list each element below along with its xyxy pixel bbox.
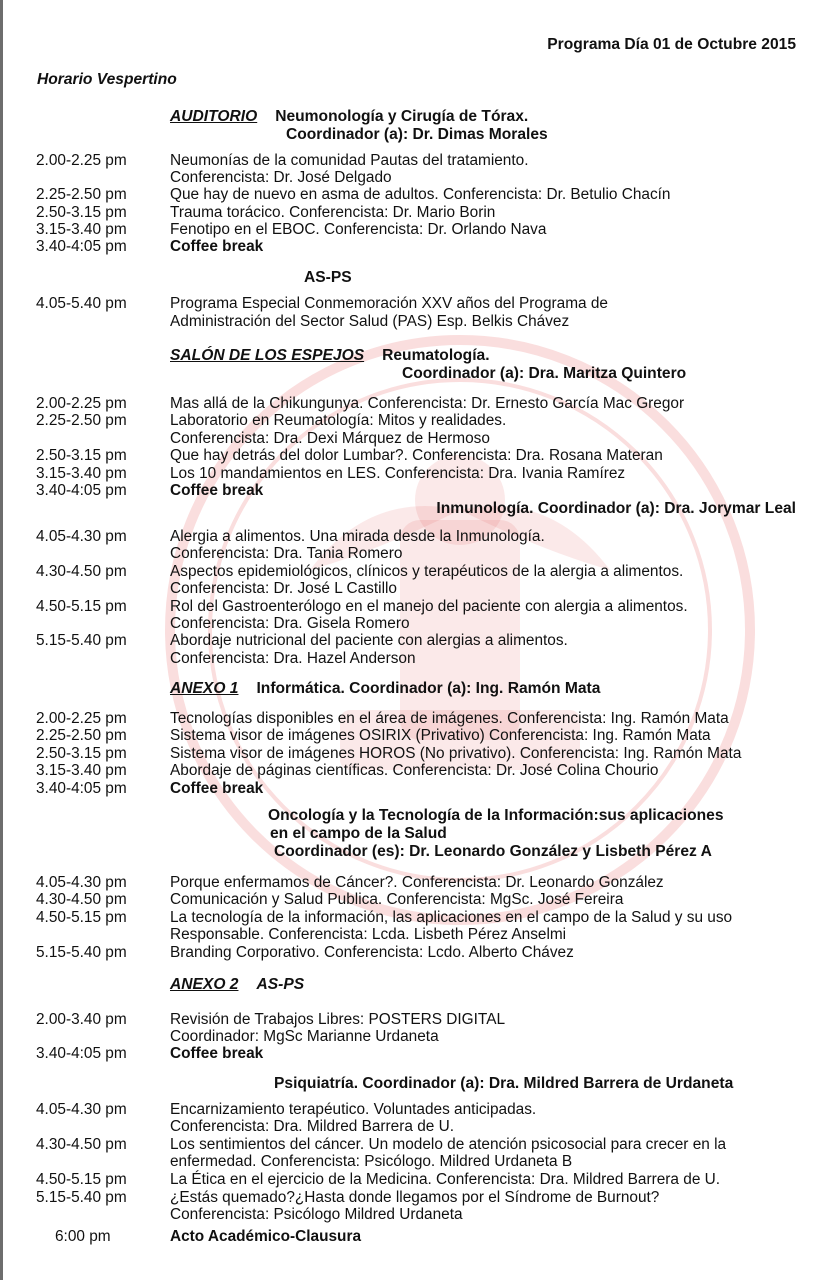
row-desc: enfermedad. Conferencista: Psicólogo. Mildred Urdaneta B: [170, 1153, 573, 1170]
row-desc: Los sentimientos del cáncer. Un modelo de atención psicosocial para crecer en la: [170, 1136, 727, 1153]
row-time: 2.00-3.40 pm: [36, 1011, 127, 1028]
row-desc: Responsable. Conferencista: Lcda. Lisbeth Pérez Anselmi: [170, 926, 567, 943]
row-time: 4.30-4.50 pm: [36, 1136, 127, 1153]
row-time: 4.50-5.15 pm: [36, 909, 127, 926]
session-coordinator: Coordinador (a): Dra. Maritza Quintero: [402, 365, 687, 382]
row-desc: Trauma torácico. Conferencista: Dr. Mario Borin: [170, 204, 496, 221]
row-time: 3.15-3.40 pm: [36, 465, 127, 482]
row-time: 2.50-3.15 pm: [36, 204, 127, 221]
espejos-header: [170, 347, 490, 365]
session-coordinator: Coordinador (a): Dr. Dimas Morales: [286, 126, 548, 143]
row-desc: Comunicación y Salud Publica. Conferencista: MgSc. José Fereira: [170, 891, 624, 908]
oncologia-heading: en el campo de la Salud: [270, 825, 447, 842]
asps-heading: AS-PS: [304, 269, 352, 286]
coffee-break: Coffee break: [170, 482, 264, 499]
auditorio-header: [170, 108, 528, 126]
row-desc: Conferencista: Dra. Dexi Márquez de Hermoso: [170, 430, 490, 447]
row-time: 3.15-3.40 pm: [36, 221, 127, 238]
row-time: 2.25-2.50 pm: [36, 186, 127, 203]
row-desc: Administración del Sector Salud (PAS) Esp. Belkis Chávez: [170, 313, 570, 330]
coffee-break: Coffee break: [170, 238, 264, 255]
row-desc: Conferencista: Dra. Hazel Anderson: [170, 650, 416, 667]
coffee-break: Coffee break: [170, 1045, 264, 1062]
page-title: Programa Día 01 de Octubre 2015: [547, 36, 796, 53]
row-desc: Conferencista: Dr. José L Castillo: [170, 580, 397, 597]
venue-anexo-2: ANEXO 2: [170, 976, 239, 993]
venue-espejos: SALÓN DE LOS ESPEJOS: [170, 347, 365, 364]
session-topic: Informática. Coordinador (a): Ing. Ramón Mata: [256, 680, 601, 697]
row-desc: ¿Estás quemado?¿Hasta donde llegamos por el Síndrome de Burnout?: [170, 1189, 660, 1206]
row-time: 2.00-2.25 pm: [36, 710, 127, 727]
row-time: 4.05-4.30 pm: [36, 1101, 127, 1118]
row-desc: Alergia a alimentos. Una mirada desde la Inmunología.: [170, 528, 545, 545]
row-desc: Encarnizamiento terapéutico. Voluntades anticipadas.: [170, 1101, 537, 1118]
row-time: 4.05-4.30 pm: [36, 874, 127, 891]
row-desc: Mas allá de la Chikungunya. Conferencista: Dr. Ernesto García Mac Gregor: [170, 395, 685, 412]
row-desc: Sistema visor de imágenes OSIRIX (Privativo) Conferencista: Ing. Ramón Mata: [170, 727, 711, 744]
oncologia-heading: Oncología y la Tecnología de la Información:sus aplicaciones: [268, 807, 724, 824]
row-time: 2.25-2.50 pm: [36, 412, 127, 429]
row-desc: Conferencista: Dr. José Delgado: [170, 169, 392, 186]
row-desc: Coordinador: MgSc Marianne Urdaneta: [170, 1028, 439, 1045]
session-coordinator: Coordinador (es): Dr. Leonardo González y Lisbeth Pérez A: [274, 843, 712, 860]
row-desc: Conferencista: Psicólogo Mildred Urdaneta: [170, 1206, 463, 1223]
session-topic: Neumonología y Cirugía de Tórax.: [275, 108, 529, 125]
schedule-subtitle: Horario Vespertino: [37, 71, 177, 88]
row-time: 2.00-2.25 pm: [36, 395, 127, 412]
row-time: 2.25-2.50 pm: [36, 727, 127, 744]
row-desc: Conferencista: Dra. Gisela Romero: [170, 615, 410, 632]
row-time: 4.05-5.40 pm: [36, 295, 127, 312]
row-desc: Porque enfermamos de Cáncer?. Conferencista: Dr. Leonardo González: [170, 874, 664, 891]
row-time: 3.40-4:05 pm: [36, 238, 127, 255]
row-time: 5.15-5.40 pm: [36, 632, 127, 649]
row-desc: Abordaje de páginas científicas. Conferencista: Dr. José Colina Chourio: [170, 762, 659, 779]
venue-anexo-1: ANEXO 1: [170, 680, 239, 697]
coffee-break: Coffee break: [170, 780, 264, 797]
inmunologia-heading: Inmunología. Coordinador (a): Dra. Jorymar Leal: [436, 500, 796, 517]
row-time: 5.15-5.40 pm: [36, 1189, 127, 1206]
row-desc: Neumonías de la comunidad Pautas del tratamiento.: [170, 152, 529, 169]
anexo1-header: [170, 680, 600, 698]
row-desc: Los 10 mandamientos en LES. Conferencista: Dra. Ivania Ramírez: [170, 465, 626, 482]
row-desc: Branding Corporativo. Conferencista: Lcdo. Alberto Chávez: [170, 944, 574, 961]
row-time: 3.40-4:05 pm: [36, 482, 127, 499]
row-time: 3.40-4:05 pm: [36, 780, 127, 797]
row-time: 4.50-5.15 pm: [36, 598, 127, 615]
row-desc: Rol del Gastroenterólogo en el manejo del paciente con alergia a alimentos.: [170, 598, 688, 615]
row-desc: Que hay de nuevo en asma de adultos. Conferencista: Dr. Betulio Chacín: [170, 186, 671, 203]
session-topic: AS-PS: [256, 976, 305, 993]
row-time: 2.00-2.25 pm: [36, 152, 127, 169]
row-desc: Sistema visor de imágenes HOROS (No privativo). Conferencista: Ing. Ramón Mata: [170, 745, 742, 762]
row-time: 4.30-4.50 pm: [36, 891, 127, 908]
row-desc: La tecnología de la información, las aplicaciones en el campo de la Salud y su uso: [170, 909, 733, 926]
row-time: 3.40-4:05 pm: [36, 1045, 127, 1062]
row-desc: Conferencista: Dra. Mildred Barrera de U.: [170, 1118, 454, 1135]
row-time: 3.15-3.40 pm: [36, 762, 127, 779]
row-desc: La Ética en el ejercicio de la Medicina. Conferencista: Dra. Mildred Barrera de U.: [170, 1171, 721, 1188]
session-topic: Reumatología.: [382, 347, 490, 364]
venue-auditorio: AUDITORIO: [170, 108, 258, 125]
closing-time: 6:00 pm: [55, 1228, 111, 1245]
row-desc: Que hay detrás del dolor Lumbar?. Conferencista: Dra. Rosana Materan: [170, 447, 663, 464]
row-time: 4.05-4.30 pm: [36, 528, 127, 545]
row-desc: Tecnologías disponibles en el área de imágenes. Conferencista: Ing. Ramón Mata: [170, 710, 729, 727]
row-desc: Fenotipo en el EBOC. Conferencista: Dr. Orlando Nava: [170, 221, 547, 238]
anexo2-header: [170, 976, 304, 994]
row-time: 4.30-4.50 pm: [36, 563, 127, 580]
row-desc: Revisión de Trabajos Libres: POSTERS DIGITAL: [170, 1011, 506, 1028]
row-desc: Aspectos epidemiológicos, clínicos y terapéuticos de la alergia a alimentos.: [170, 563, 684, 580]
row-desc: Abordaje nutricional del paciente con alergias a alimentos.: [170, 632, 568, 649]
row-desc: Programa Especial Conmemoración XXV años del Programa de: [170, 295, 608, 312]
row-time: 2.50-3.15 pm: [36, 745, 127, 762]
psiquiatria-heading: Psiquiatría. Coordinador (a): Dra. Mildred Barrera de Urdaneta: [274, 1075, 734, 1092]
row-time: 5.15-5.40 pm: [36, 944, 127, 961]
row-time: 4.50-5.15 pm: [36, 1171, 127, 1188]
row-time: 2.50-3.15 pm: [36, 447, 127, 464]
row-desc: Laboratorio en Reumatología: Mitos y realidades.: [170, 412, 507, 429]
closing-label: Acto Académico-Clausura: [170, 1228, 362, 1245]
row-desc: Conferencista: Dra. Tania Romero: [170, 545, 403, 562]
